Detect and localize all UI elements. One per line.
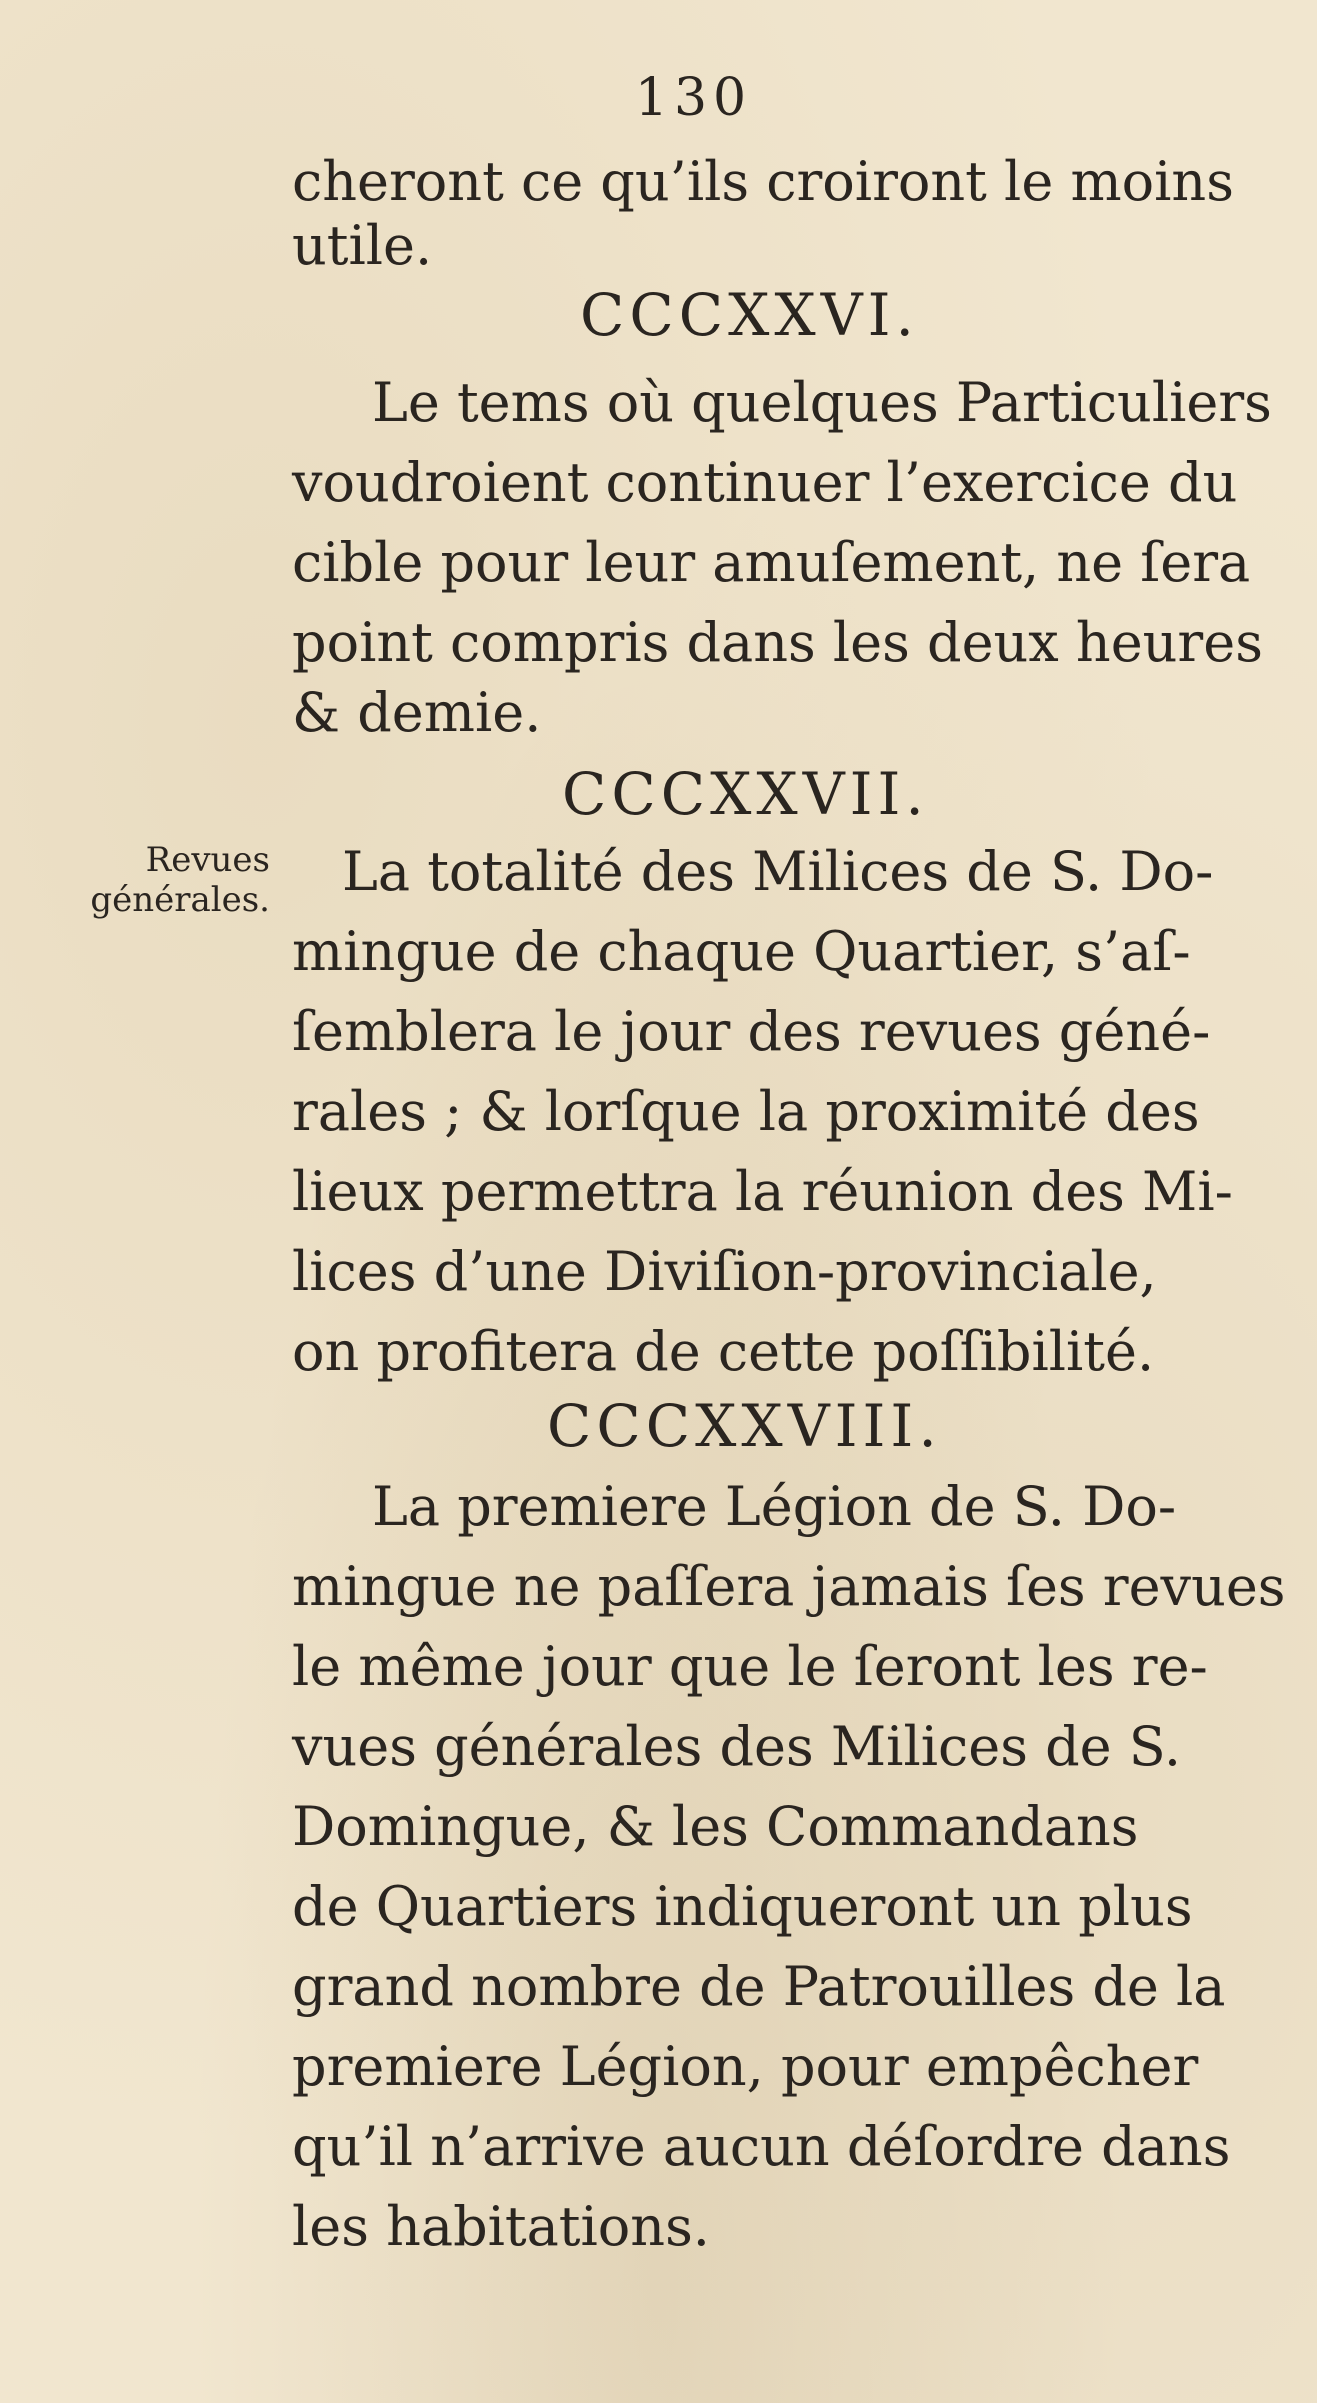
text-line: on profitera de cette poſſibilité. — [292, 1320, 1155, 1383]
text-line: La totalité des Milices de S. Do- — [342, 840, 1214, 903]
section-heading-328: CCCXXVIII. — [547, 1392, 942, 1460]
text-line: ſemblera le jour des revues géné- — [292, 1000, 1211, 1063]
text-line: & demie. — [292, 681, 542, 744]
text-line: lices d’une Diviſion-provinciale, — [292, 1240, 1157, 1303]
page-number: 130 — [634, 68, 753, 128]
margin-note-line-1: Revues — [145, 840, 270, 880]
text-line: cheront ce qu’ils croiront le moins — [292, 150, 1234, 213]
text-line: Domingue, & les Commandans — [292, 1795, 1139, 1858]
text-line: mingue de chaque Quartier, s’aſ- — [292, 920, 1191, 983]
text-line: grand nombre de Patrouilles de la — [292, 1955, 1226, 2018]
text-line: La premiere Légion de S. Do- — [372, 1475, 1177, 1538]
text-line: premiere Légion, pour empêcher — [292, 2035, 1199, 2098]
text-line: cible pour leur amuſement, ne ſera — [292, 531, 1251, 594]
text-line: les habitations. — [292, 2195, 710, 2258]
text-line: utile. — [292, 214, 433, 277]
text-line: mingue ne paſſera jamais ſes revues — [292, 1555, 1286, 1618]
text-line: voudroient continuer l’exercice du — [292, 451, 1238, 514]
text-line: rales ; & lorſque la proximité des — [292, 1080, 1200, 1143]
section-heading-327: CCCXXVII. — [562, 760, 929, 828]
margin-note-line-2: générales. — [90, 880, 270, 920]
text-line: qu’il n’arrive aucun déſordre dans — [292, 2115, 1231, 2178]
text-line: de Quartiers indiqueront un plus — [292, 1875, 1193, 1938]
text-line: point compris dans les deux heures — [292, 611, 1263, 674]
text-line: vues générales des Milices de S. — [292, 1715, 1181, 1778]
text-line: lieux permettra la réunion des Mi- — [292, 1160, 1233, 1223]
text-line: Le tems où quelques Particuliers — [372, 371, 1272, 434]
text-line: le même jour que le ſeront les re- — [292, 1635, 1208, 1698]
margin-note — [40, 840, 270, 920]
section-heading-326: CCCXXVI. — [580, 281, 919, 349]
